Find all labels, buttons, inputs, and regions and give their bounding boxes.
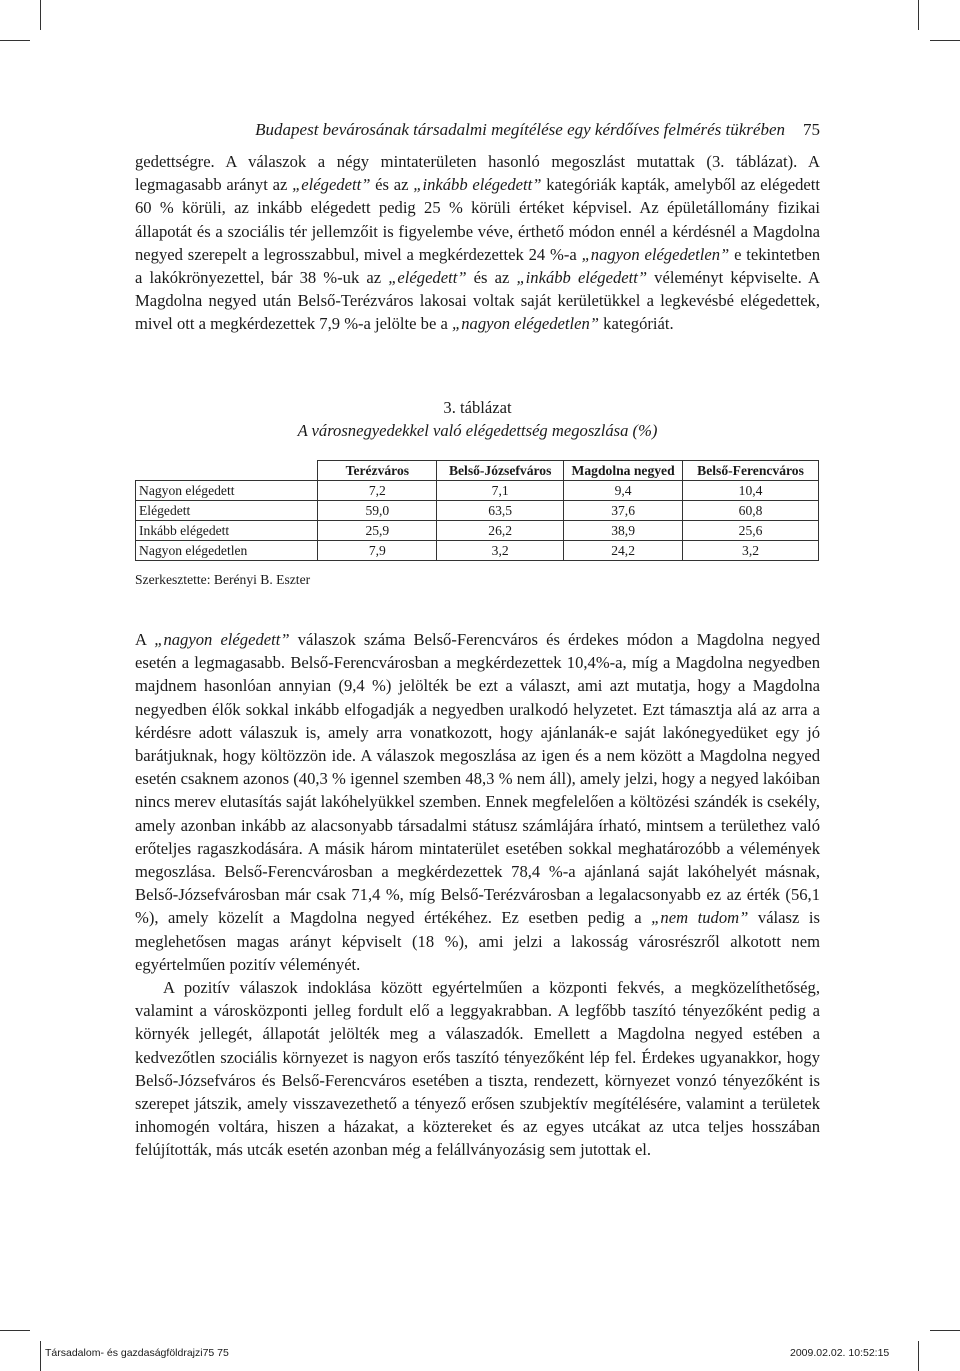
page-number: 75 bbox=[803, 120, 820, 139]
footer-file-info: Társadalom- és gazdaságföldrajzi75 75 bbox=[45, 1347, 229, 1359]
table-cell: 24,2 bbox=[564, 541, 683, 561]
table-cell: 38,9 bbox=[564, 521, 683, 541]
italic-run: „inkább elégedett” bbox=[413, 175, 542, 195]
row-label: Nagyon elégedett bbox=[136, 481, 318, 501]
column-header: Belső-Józsefváros bbox=[437, 461, 564, 481]
table-cell: 3,2 bbox=[683, 541, 819, 561]
table-cell: 63,5 bbox=[437, 501, 564, 521]
italic-run: „nagyon elégedetlen” bbox=[452, 314, 600, 334]
italic-run: „nagyon elégedett” bbox=[154, 630, 290, 649]
text-run: A bbox=[135, 630, 155, 649]
table-row bbox=[136, 521, 819, 541]
running-header bbox=[135, 120, 820, 140]
column-header: Belső-Ferencváros bbox=[683, 461, 819, 481]
crop-mark bbox=[930, 40, 960, 41]
satisfaction-table bbox=[135, 460, 819, 561]
table-cell: 59,0 bbox=[318, 501, 437, 521]
italic-run: „inkább elégedett” bbox=[516, 268, 648, 288]
text-run: kategóriák kapták, amelyből az elégedett 60 % körüli, az inkább elégedett pedig 25 % körüli értéket képvisel. Az épületállomány fizikai állapotát és a szociális tér jellemzőit is figyelembe véve, érthető módon ennél a kérdésnél a Magdolna negyed szerepelt a legrosszabbul, mivel a megkérdezettek 24 %-a bbox=[135, 175, 821, 264]
text-run: válasz is meglehetősen magas arányt képviselt (18 %), ami jelzi a lakosság városrészről alkotott nem egyértelműen pozitív véleményét. bbox=[135, 908, 820, 974]
paragraph-2 bbox=[135, 628, 820, 1162]
crop-mark bbox=[40, 0, 41, 30]
table-cell: 3,2 bbox=[437, 541, 564, 561]
table-cell: 25,6 bbox=[683, 521, 819, 541]
table-title: A városnegyedekkel való elégedettség megoszlása (%) bbox=[297, 421, 658, 440]
table-cell: 25,9 bbox=[318, 521, 437, 541]
table-cell: 60,8 bbox=[683, 501, 819, 521]
crop-mark bbox=[40, 1341, 41, 1371]
table-row bbox=[136, 501, 819, 521]
text-run: válaszok száma Belső-Ferencváros és érdekes módon a Magdolna negyed esetén a legmagasabb. Belső-Ferencvárosban a megkérdezettek 10,4%-a, míg a Magdolna negyedben majdnem hasonlóan annyian (9,4 %) jelölték be ezt a választ, ami azt mutatja, hogy a Magdolna negyedben élők sokkal inkább elfogadják a negyedben uralkodó helyzetet. Ezt támasztja alá az arra a kérdésre adott válaszuk is, amely arra vonatkozott, hogy ajánlanák-e saját lakónegyedüket egy jó barátjuknak, hogy költözzön ide. A válaszok megoszlása az igen és a nem között a Magdolna negyed esetén csaknem azonos (40,3 % igennel szemben 48,3 % nem áll), amely jelzi, hogy a negyed lakóiban nincs merev elutasítás saját lakóhelyükkel szemben. Ennek megfelelően a költözési szándék is csekély, amely azonban inkább az alacsonyabb társadalmi státusz számlájára írható, mintsem a területhez való erőteljes ragaszkodására. A másik három mintaterület esetében sokkal meghatározóbb a vélemények megoszlása. Belső-Ferencvárosban a megkérdezettek 78,4 %-a ajánlaná saját lakóhelyét másnak, Belső-Józsefvárosban már csak 71,4 %, míg Belső-Terézvárosban a legalacsonyabb ez az érték (56,1 %), amely közelít a Magdolna negyed értékéhez. Ez esetben pedig a bbox=[135, 630, 820, 928]
text-run: kategóriát. bbox=[599, 314, 674, 334]
row-label: Elégedett bbox=[136, 501, 318, 521]
table-header-row bbox=[136, 461, 819, 481]
table-cell: 10,4 bbox=[683, 481, 819, 501]
italic-run: „elégedett” bbox=[388, 268, 467, 288]
table-number: 3. táblázat bbox=[443, 398, 512, 417]
paragraph-2-text bbox=[135, 628, 820, 976]
table-row bbox=[136, 541, 819, 561]
paragraph-1-text bbox=[135, 150, 820, 336]
paragraph-1 bbox=[135, 150, 820, 336]
row-label: Nagyon elégedetlen bbox=[136, 541, 318, 561]
crop-mark bbox=[918, 0, 919, 30]
text-run: véleményt képviselte. A Magdolna negyed után Belső-Terézváros lakosai voltak saját kerületükkel a legkevésbé elégedettek, mivel ott a megkérdezettek 7,9 %-a jelölte be a bbox=[135, 268, 820, 334]
column-header: Terézváros bbox=[318, 461, 437, 481]
table-corner bbox=[136, 461, 318, 481]
crop-mark bbox=[0, 40, 30, 41]
text-run: gedettségre. A válaszok a négy mintaterületen hasonló megoszlást mutattak (3. táblázat). A legmagasabb arányt az bbox=[135, 152, 820, 195]
crop-mark bbox=[0, 1330, 30, 1331]
text-run: és az bbox=[466, 268, 517, 288]
table-cell: 26,2 bbox=[437, 521, 564, 541]
column-header: Magdolna negyed bbox=[564, 461, 683, 481]
italic-run: „nem tudom” bbox=[651, 908, 749, 928]
crop-mark bbox=[930, 1330, 960, 1331]
table-cell: 37,6 bbox=[564, 501, 683, 521]
table-source: Szerkesztette: Berényi B. Eszter bbox=[135, 572, 311, 587]
text-run: és az bbox=[370, 175, 414, 195]
italic-run: „elégedett” bbox=[292, 175, 371, 195]
row-label: Inkább elégedett bbox=[136, 521, 318, 541]
text-run: e tekintetben a lakókrönyezettel, bár 38 %-uk az bbox=[135, 244, 820, 288]
table-cell: 7,2 bbox=[318, 481, 437, 501]
table-cell: 9,4 bbox=[564, 481, 683, 501]
table-row bbox=[136, 481, 819, 501]
header-title: Budapest bevárosának társadalmi megítélése egy kérdőíves felmérés tükrében bbox=[255, 120, 785, 139]
crop-mark bbox=[918, 1341, 919, 1371]
footer-timestamp: 2009.02.02. 10:52:15 bbox=[790, 1347, 890, 1359]
table-cell: 7,1 bbox=[437, 481, 564, 501]
paragraph-3-text: A pozitív válaszok indoklása között egyértelműen a központi fekvés, a megközelíthetőség, valamint a városközponti jelleg fordult elő a leggyakrabban. A legfőbb taszító tényezőként pedig a környék jellegét, állapotát jelölték meg a válaszadók. Emellett a Magdolna negyed estében a kedvezőtlen szociális környezet is nagyon erős taszító tényezőként lép fel. Érdekes ugyanakkor, hogy Belső-Józsefváros és Belső-Ferencváros esetében a tiszta, rendezett, környezet vonzó tényezőként is szerepet játszik, amely visszavezethető a tényező erősen szubjektív megítélésére, valamint a területek inhomogén voltára, hiszen a házakat, a köztereket és az egyes utcákat az utca teljes hosszában felújították, más utcák esetén azonban még a felállványozásig sem jutottak el. bbox=[135, 978, 820, 1160]
table-cell: 7,9 bbox=[318, 541, 437, 561]
italic-run: „nagyon elégedetlen” bbox=[581, 244, 730, 264]
